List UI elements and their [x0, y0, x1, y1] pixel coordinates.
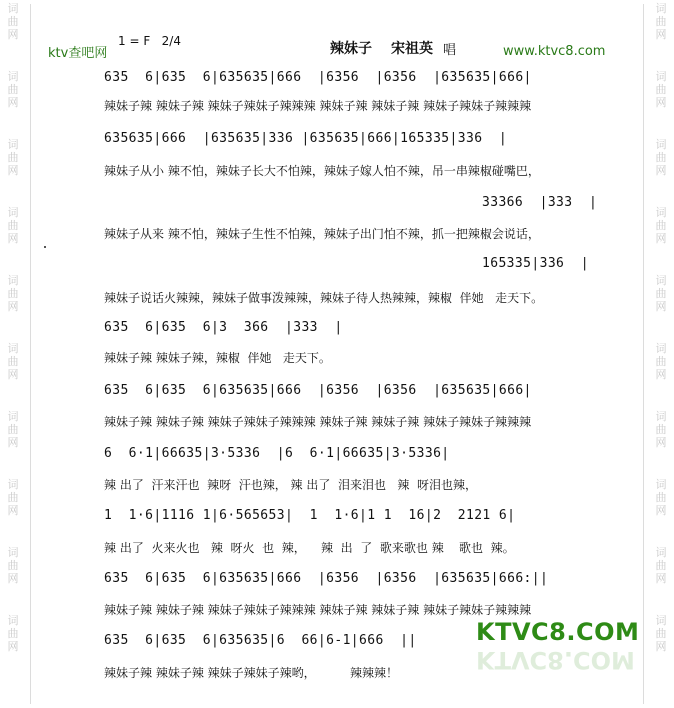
watermark-char: 网: [7, 572, 19, 585]
watermark-char: 词: [7, 274, 19, 287]
watermark-char: 曲: [7, 151, 19, 164]
watermark-char: 网: [655, 436, 667, 449]
watermark-group: [654, 206, 668, 245]
notation-line-8: 1 1·6|1116 1|6·565653| 1 1·6|1 1 16|2 2121 6|: [104, 508, 516, 523]
lyric-line-7: 辣 出了 汗来汗也 辣呀 汗也辣， 辣 出了 泪来泪也 辣 呀泪也辣，: [104, 478, 478, 492]
watermark-group: [6, 546, 20, 585]
watermark-char: 曲: [7, 287, 19, 300]
watermark-char: 网: [7, 28, 19, 41]
watermark-char: 网: [655, 232, 667, 245]
stray-dot: [44, 246, 46, 248]
watermark-char: 曲: [655, 287, 667, 300]
lyric-line-5: 辣妹子辣 辣妹子辣，辣椒 伴她 走天下。: [104, 351, 331, 365]
site-name-left: ktv查吧网: [48, 46, 108, 61]
watermark-group: [6, 138, 20, 177]
watermark-char: 网: [655, 96, 667, 109]
watermark-group: [654, 614, 668, 653]
watermark-char: 网: [7, 504, 19, 517]
watermark-char: 曲: [7, 423, 19, 436]
watermark-group: [654, 478, 668, 517]
site-logo: KTVC8.COM: [476, 618, 640, 646]
key-and-meter: 1 = F 2/4: [118, 34, 181, 48]
notation-line-4: 165335|336 |: [482, 256, 589, 271]
watermark-char: 曲: [655, 15, 667, 28]
watermark-char: 网: [7, 300, 19, 313]
watermark-group: [6, 614, 20, 653]
watermark-char: 曲: [7, 219, 19, 232]
watermark-char: 词: [7, 478, 19, 491]
watermark-char: 词: [655, 478, 667, 491]
watermark-char: 词: [655, 206, 667, 219]
watermark-char: 网: [7, 436, 19, 449]
notation-line-7: 6 6·1|66635|3·5336 |6 6·1|66635|3·5336|: [104, 446, 450, 461]
watermark-char: 网: [7, 368, 19, 381]
watermark-char: 词: [7, 342, 19, 355]
watermark-char: 网: [655, 504, 667, 517]
watermark-char: 曲: [655, 559, 667, 572]
watermark-char: 网: [655, 28, 667, 41]
watermark-char: 网: [655, 164, 667, 177]
lyric-line-2: 辣妹子从小 辣不怕，辣妹子长大不怕辣，辣妹子嫁人怕不辣，吊一串辣椒碰嘴巴，: [104, 164, 540, 178]
watermark-group: [654, 138, 668, 177]
watermark-char: 曲: [655, 83, 667, 96]
watermark-char: 曲: [655, 627, 667, 640]
watermark-char: 词: [7, 546, 19, 559]
sing-label: 唱: [443, 43, 457, 58]
watermark-group: [654, 70, 668, 109]
watermark-group: [6, 2, 20, 41]
notation-line-6: 635 6|635 6|635635|666 |6356 |6356 |635635|666|: [104, 383, 532, 398]
watermark-char: 词: [655, 70, 667, 83]
watermark-char: 网: [7, 164, 19, 177]
watermark-char: 曲: [7, 83, 19, 96]
watermark-char: 网: [655, 640, 667, 653]
lyric-line-8: 辣 出了 火来火也 辣 呀火 也 辣， 辣 出 了 歌来歌也 辣 歌也 辣。: [104, 541, 515, 555]
notation-line-9: 635 6|635 6|635635|666 |6356 |6356 |635635|666:||: [104, 571, 549, 586]
watermark-char: 曲: [7, 627, 19, 640]
watermark-char: 词: [655, 274, 667, 287]
lyric-line-3: 辣妹子从来 辣不怕，辣妹子生性不怕辣，辣妹子出门怕不辣，抓一把辣椒会说话，: [104, 227, 540, 241]
watermark-group: [6, 70, 20, 109]
notation-line-3: 33366 |333 |: [482, 195, 598, 210]
singer-name: 宋祖英: [391, 41, 433, 57]
watermark-group: [6, 410, 20, 449]
notation-line-10: 635 6|635 6|635635|6 66|6-1|666 ||: [104, 633, 417, 648]
watermark-group: [654, 546, 668, 585]
watermark-char: 曲: [655, 491, 667, 504]
watermark-char: 网: [7, 640, 19, 653]
watermark-char: 曲: [655, 219, 667, 232]
watermark-group: [654, 342, 668, 381]
watermark-char: 词: [7, 206, 19, 219]
site-url-right: www.ktvc8.com: [503, 44, 606, 59]
watermark-char: 曲: [7, 15, 19, 28]
watermark-char: 曲: [7, 491, 19, 504]
watermark-char: 词: [7, 410, 19, 423]
notation-line-2: 635635|666 |635635|336 |635635|666|165335|336 |: [104, 131, 508, 146]
watermark-char: 网: [655, 300, 667, 313]
watermark-char: 词: [7, 70, 19, 83]
watermark-char: 网: [655, 572, 667, 585]
watermark-char: 词: [655, 2, 667, 15]
watermark-char: 词: [7, 138, 19, 151]
watermark-char: 曲: [7, 355, 19, 368]
watermark-char: 词: [655, 546, 667, 559]
watermark-char: 词: [655, 342, 667, 355]
site-logo-reflection: KTVC8.COM: [476, 646, 635, 674]
watermark-char: 网: [7, 232, 19, 245]
watermark-group: [654, 410, 668, 449]
watermark-group: [654, 2, 668, 41]
watermark-char: 词: [655, 138, 667, 151]
notation-line-1: 635 6|635 6|635635|666 |6356 |6356 |635635|666|: [104, 70, 532, 85]
notation-line-5: 635 6|635 6|3 366 |333 |: [104, 320, 343, 335]
lyric-line-9: 辣妹子辣 辣妹子辣 辣妹子辣妹子辣辣辣 辣妹子辣 辣妹子辣 辣妹子辣妹子辣辣辣: [104, 603, 532, 617]
watermark-group: [6, 342, 20, 381]
watermark-char: 曲: [655, 423, 667, 436]
watermark-char: 曲: [655, 355, 667, 368]
lyric-line-6: 辣妹子辣 辣妹子辣 辣妹子辣妹子辣辣辣 辣妹子辣 辣妹子辣 辣妹子辣妹子辣辣辣: [104, 415, 532, 429]
watermark-char: 词: [655, 410, 667, 423]
watermark-group: [6, 206, 20, 245]
song-title: 辣妹子: [330, 41, 372, 57]
watermark-char: 网: [7, 96, 19, 109]
watermark-group: [6, 478, 20, 517]
lyric-line-10: 辣妹子辣 辣妹子辣 辣妹子辣妹子辣哟， 辣辣辣！: [104, 666, 398, 680]
watermark-char: 词: [655, 614, 667, 627]
watermark-char: 词: [7, 614, 19, 627]
watermark-char: 网: [655, 368, 667, 381]
watermark-char: 曲: [7, 559, 19, 572]
watermark-char: 曲: [655, 151, 667, 164]
watermark-group: [654, 274, 668, 313]
lyric-line-1: 辣妹子辣 辣妹子辣 辣妹子辣妹子辣辣辣 辣妹子辣 辣妹子辣 辣妹子辣妹子辣辣辣: [104, 99, 532, 113]
lyric-line-4: 辣妹子说话火辣辣，辣妹子做事泼辣辣，辣妹子待人热辣辣，辣椒 伴她 走天下。: [104, 291, 544, 305]
watermark-group: [6, 274, 20, 313]
watermark-char: 词: [7, 2, 19, 15]
